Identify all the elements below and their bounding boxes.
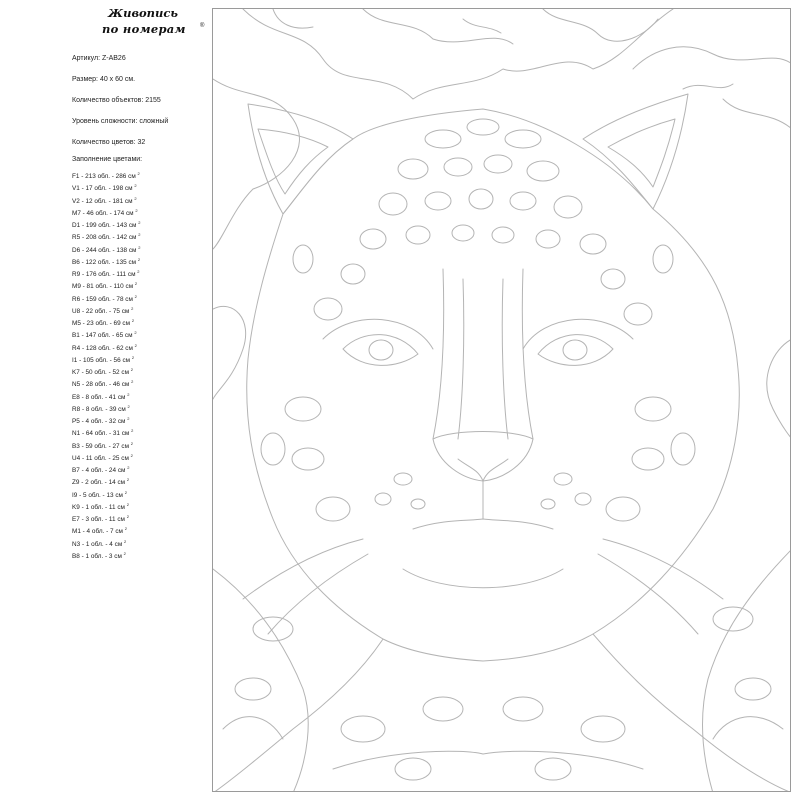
square-superscript: 2	[134, 330, 137, 336]
color-entry	[72, 243, 212, 255]
leopard-outline-icon	[213, 9, 791, 792]
color-entry	[72, 353, 212, 365]
color-entry	[72, 426, 212, 438]
fill-colors-title: Заполнение цветами:	[72, 156, 143, 163]
color-entry-text: U8 - 22 обл. - 75 см	[72, 307, 130, 315]
color-entry	[72, 524, 212, 536]
square-superscript: 2	[134, 342, 137, 348]
color-entry-text: F1 - 213 обл. - 286 см	[72, 173, 136, 180]
square-superscript: 2	[138, 232, 141, 238]
color-entry	[72, 194, 212, 206]
square-superscript: 2	[134, 195, 137, 201]
square-superscript: 2	[127, 391, 130, 397]
color-entry-text: R5 - 208 обл. - 142 см	[72, 234, 137, 242]
color-entry	[72, 181, 212, 193]
color-entry-text: M1 - 4 обл. - 7 см	[72, 528, 123, 536]
color-entry	[72, 169, 212, 181]
square-superscript: 2	[131, 305, 134, 311]
square-superscript: 2	[131, 379, 134, 385]
color-entry	[72, 512, 212, 524]
square-superscript: 2	[130, 367, 133, 372]
difficulty-level: Уровень сложности: сложный	[72, 118, 169, 125]
color-entry-text: U4 - 11 обл. - 25 см	[72, 454, 129, 462]
color-entry-text: P5 - 4 обл. - 32 см	[72, 418, 126, 425]
square-superscript: 2	[135, 207, 138, 213]
square-superscript: 2	[127, 403, 130, 409]
color-entry	[72, 549, 212, 561]
square-superscript: 2	[124, 489, 127, 495]
objects-count: Количество объектов: 2155	[72, 97, 161, 104]
color-entry-text: V2 - 12 обл. - 181 см	[72, 197, 133, 205]
color-entry-text: D1 - 199 обл. - 143 см	[72, 222, 137, 229]
color-entry	[72, 230, 212, 242]
color-entry-text: R6 - 159 обл. - 78 см	[72, 295, 133, 303]
square-superscript: 2	[124, 526, 127, 532]
square-superscript: 2	[131, 318, 135, 323]
square-superscript: 2	[130, 452, 133, 458]
color-entry	[72, 390, 212, 402]
color-entry	[72, 206, 212, 218]
square-superscript: 2	[137, 269, 140, 274]
color-entry	[72, 365, 212, 377]
color-entry	[72, 463, 212, 475]
square-superscript: 2	[126, 477, 130, 483]
article-number: Артикул: Z-AB26	[72, 55, 126, 62]
color-entry-text: R8 - 8 обл. - 39 см	[72, 405, 126, 413]
square-superscript: 2	[134, 281, 138, 287]
colors-count: Количество цветов: 32	[72, 139, 146, 146]
color-entry-text: B1 - 147 обл. - 65 см	[72, 332, 133, 340]
color-entry-text: K9 - 1 обл. - 11 см	[72, 503, 125, 511]
color-entry-text: I9 - 5 обл. - 13 см	[72, 491, 123, 499]
color-list	[72, 169, 212, 561]
color-entry	[72, 267, 212, 279]
color-entry-text: N5 - 28 обл. - 46 см	[72, 381, 130, 389]
color-entry	[72, 414, 212, 426]
square-superscript: 2	[134, 183, 137, 189]
color-entry	[72, 279, 212, 291]
color-entry-text: K7 - 50 обл. - 52 см	[72, 369, 129, 376]
color-entry-text: V1 - 17 обл. - 198 см	[72, 185, 133, 193]
color-entry-text: N1 - 64 обл. - 31 см	[72, 430, 130, 438]
color-entry-text: M9 - 81 обл. - 110 см	[72, 283, 134, 291]
brand-line-1: Живопись	[108, 6, 178, 20]
color-entry-text: R4 - 128 обл. - 62 см	[72, 344, 133, 352]
color-entry-text: R9 - 176 обл. - 111 см	[72, 271, 136, 278]
color-entry-text: B8 - 1 обл. - 3 см	[72, 552, 122, 560]
color-entry-text: B7 - 4 обл. - 24 см	[72, 467, 126, 474]
color-entry-text: M5 - 23 обл. - 69 см	[72, 320, 131, 327]
color-entry	[72, 255, 212, 267]
color-entry-text: M7 - 46 обл. - 174 см	[72, 209, 134, 217]
color-entry	[72, 328, 212, 340]
square-superscript: 2	[137, 256, 141, 262]
color-entry	[72, 537, 212, 549]
color-entry-text: B3 - 59 обл. - 27 см	[72, 442, 129, 450]
color-entry	[72, 292, 212, 304]
square-superscript: 2	[131, 354, 135, 360]
square-superscript: 2	[126, 501, 129, 507]
square-superscript: 2	[131, 428, 134, 434]
color-entry-text: E7 - 3 обл. - 11 см	[72, 516, 125, 523]
square-superscript: 2	[138, 244, 141, 250]
color-entry-text: D6 - 244 обл. - 138 см	[72, 246, 137, 254]
square-superscript: 2	[130, 440, 133, 446]
registered-mark: ®	[200, 23, 205, 29]
color-entry	[72, 402, 212, 414]
color-entry-text: I1 - 105 обл. - 56 см	[72, 356, 131, 364]
color-entry	[72, 316, 212, 328]
canvas-size: Размер: 40 х 60 см.	[72, 76, 136, 83]
color-entry-text: E8 - 8 обл. - 41 см	[72, 393, 126, 401]
square-superscript: 2	[127, 416, 130, 421]
color-entry-text: B6 - 122 обл. - 135 см	[72, 258, 137, 266]
square-superscript: 2	[138, 220, 141, 225]
color-entry	[72, 218, 212, 230]
square-superscript: 2	[127, 465, 130, 470]
color-entry	[72, 377, 212, 389]
square-superscript: 2	[126, 514, 129, 519]
square-superscript: 2	[137, 171, 140, 176]
color-entry-text: Z9 - 2 обл. - 14 см	[72, 479, 126, 487]
square-superscript: 2	[124, 538, 127, 544]
color-entry	[72, 475, 212, 487]
color-entry-text: N3 - 1 обл. - 4 см	[72, 540, 123, 548]
legend-panel	[72, 6, 212, 561]
color-entry	[72, 341, 212, 353]
color-entry	[72, 304, 212, 316]
square-superscript: 2	[123, 550, 126, 556]
color-entry	[72, 488, 212, 500]
color-entry	[72, 451, 212, 463]
product-info	[72, 48, 212, 153]
coloring-canvas	[212, 8, 791, 792]
brand-line-2: по номерам	[102, 22, 186, 36]
brand-logo	[90, 6, 210, 38]
color-entry	[72, 439, 212, 451]
square-superscript: 2	[134, 293, 137, 299]
color-entry	[72, 500, 212, 512]
